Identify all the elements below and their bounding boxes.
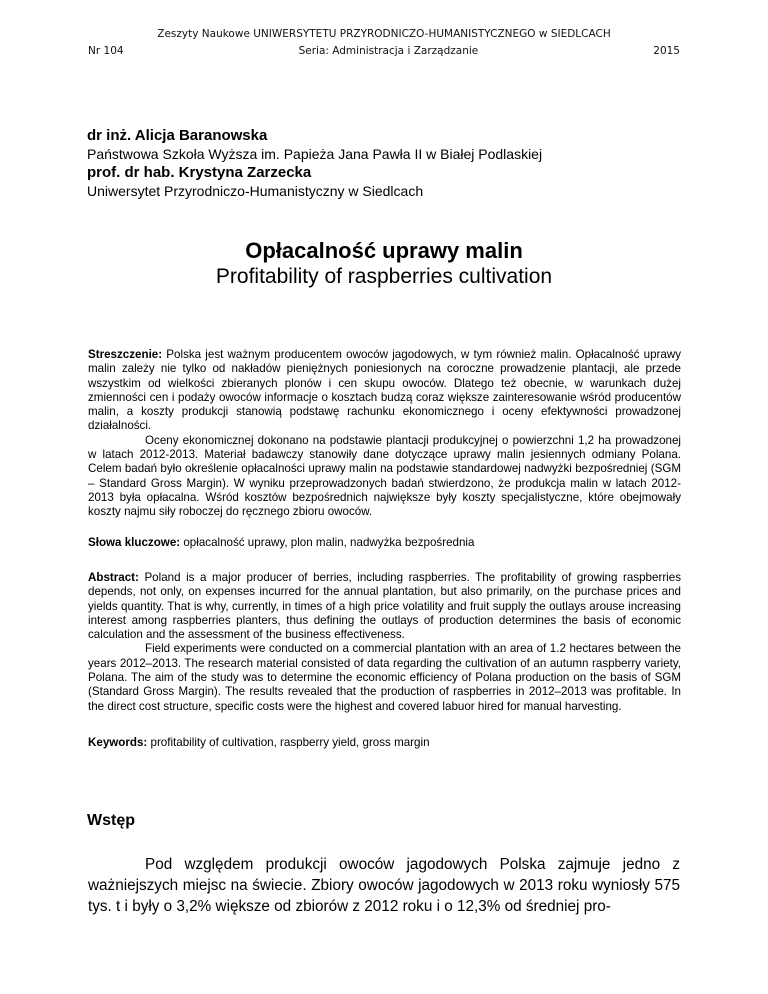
article-titles: [88, 238, 680, 289]
abstract-polish-paragraph-1: Polska jest ważnym producentem owoców jagodowych, w tym również malin. Opłacalność uprawy malin zależy nie tylko od nakładów pieniężnych poniesionych na coroczne prowadzenie plantacji, ale przede wszystkim od wielkości zbieranych plonów i cen skupu owoców. Dlatego też obecnie, w warunkach dużej zmienności cen i podaży owoców informacje o kosztach budzą coraz większe zainteresowanie wśród producentów malin, a koszty produkcji stanowią podstawę rachunku ekonomicznego i oceny efektywności prowadzonej działalności.: [88, 348, 681, 433]
section-heading: Wstęp: [87, 812, 135, 829]
body-paragraph: Pod względem produkcji owoców jagodowych Polska zajmuje jedno z ważniejszych miejsc na świecie. Zbiory owoców jagodowych w 2013 roku wyniosły 575 tys. t i były o 3,2% większe od zbiorów z 2012 roku i o 12,3% od średniej pro-: [88, 856, 680, 915]
keywords-english: [88, 736, 681, 750]
keywords-english-text: profitability of cultivation, raspberry yield, gross margin: [147, 736, 430, 749]
abstract-polish-paragraph-2: Oceny ekonomicznej dokonano na podstawie plantacji produkcyjnej o powierzchni 1,2 ha prowadzonej w latach 2012-2013. Materiał badawczy stanowiły dane dotyczące uprawy malin jesiennych odmiany Polana. Celem badań było określenie opłacalności uprawy malin na podstawie standardowej nadwyżki bezpośredniej (SGM – Standard Gross Margin). W wyniku przeprowadzonych badań stwierdzono, że produkcja malin w latach 2012-2013 była opłacalna. Wśród kosztów bezpośrednich największe były koszty specjalistyczne, które obejmowały koszty najmu siły roboczej do ręcznego zbioru owoców.: [88, 433, 681, 519]
journal-subheader: [88, 45, 680, 57]
series-name: Seria: Administracja i Zarządzanie: [298, 45, 479, 57]
article-title-english: Profitability of raspberries cultivation: [215, 265, 553, 288]
author-affiliation: Państwowa Szkoła Wyższa im. Papieża Jana Pawła II w Białej Podlaskiej: [87, 146, 543, 162]
keywords-polish-label: Słowa kluczowe:: [88, 536, 181, 549]
abstract-polish: [88, 348, 681, 520]
abstract-english: [88, 571, 681, 714]
keywords-polish-text: opłacalność uprawy, plon malin, nadwyżka bezpośrednia: [180, 536, 475, 549]
author-affiliation: Uniwersytet Przyrodniczo-Humanistyczny w Siedlcach: [87, 183, 424, 199]
author-name: dr inż. Alicja Baranowska: [87, 127, 268, 144]
journal-header: Zeszyty Naukowe UNIWERSYTETU PRZYRODNICZO-HUMANISTYCZNEGO w SIEDLCACH: [157, 28, 611, 40]
abstract-english-paragraph-2: Field experiments were conducted on a commercial plantation with an area of 1.2 hectares between the years 2012–2013. The research material consisted of data regarding the cultivation of an autumn raspberry variety, Polana. The aim of the study was to determine the economic efficiency of Polana production on the basis of SGM (Standard Gross Margin). The results revealed that the production of raspberries in 2012–2013 was profitable. In the direct cost structure, specific costs were the highest and covered labuor hired for manual harvesting.: [88, 642, 681, 713]
keywords-polish: [88, 536, 681, 550]
abstract-english-paragraph-1: Poland is a major producer of berries, including raspberries. The profitability of growing raspberries depends, not only, on expenses incurred for the annual plantation, but also primarily, on the purchase prices and yields quantity. That is why, currently, in times of a high price volatility and fruit supply the outlays arouse increasing interest among raspberries planters, thus defining the outlays of production determines the basis of economic calculation and the assessment of the business effectiveness.: [88, 571, 681, 642]
keywords-english-label: Keywords:: [88, 736, 148, 749]
abstract-polish-label: Streszczenie:: [88, 348, 163, 361]
article-title-polish: Opłacalność uprawy malin: [245, 238, 523, 263]
author-name: prof. dr hab. Krystyna Zarzecka: [87, 164, 312, 181]
authors-block: [87, 126, 687, 200]
abstract-english-label: Abstract:: [88, 571, 139, 584]
section-body: [88, 854, 680, 917]
publication-year: 2015: [653, 45, 680, 57]
issue-number: Nr 104: [88, 45, 124, 57]
